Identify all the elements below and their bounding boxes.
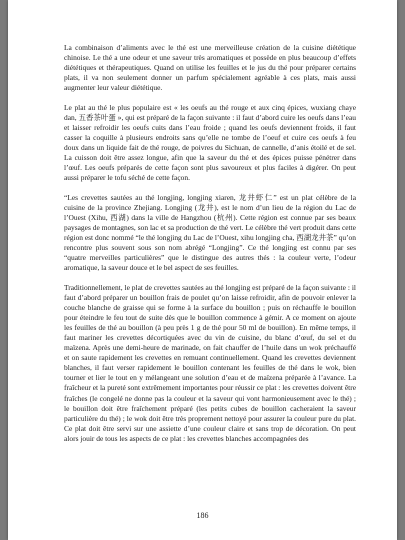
book-page — [8, 0, 397, 540]
body-text — [64, 43, 356, 454]
paragraph: “Les crevettes sautées au thé longjing, longjing xiaren, 龙井虾仁” est un plat célèbre de la cuisine de la province Zhejiang. Longjing (龙井), est le nom d’un lieu de la région du Lac de l’Ouest (Xihu, 西湖) dans la ville de Hangzhou (杭州). Cette région est connue par ses beaux paysages de montagnes, son lac et sa production de thé vert. Le célèbre thé vert produit dans cette région est donc nommé “le thé longjing du Lac de l’Ouest, xihu longjing cha, 西湖龙井茶” qu’on rencontre plus souvent sous son nom abrégé “Longjing”. Ce thé longjing est connu par ses “quatre merveilles particulières” que le distingue des autres thés : la couleur verte, l’odeur aromatique, la saveur douce et le bel aspect de ses feuilles. — [64, 193, 356, 273]
paragraph: Le plat au thé le plus populaire est « les oeufs au thé rouge et aux cinq épices, wuxiang chaye dan, 五香茶叶蛋 », qui est préparé de la façon suivante : il faut d’abord cuire les oeufs dans l’eau et laisser refroidir les oeufs cuits dans l’eau froide ; quand les oeufs deviennent froids, il faut casser la coquille à plusieurs endroits sans qu’elle ne tombe de l’oeuf et cuire ces oeufs à feu doux dans un liquide fait de thé rouge, de poivres du Sichuan, de cannelle, d’anis étoilé et de sel. La cuisson doit être assez longue, afin que la saveur du thé et des épices puisse pénétrer dans l’œuf. Les oeufs préparés de cette façon sont plus savoureux et plus faciles à digérer. On peut aussi préparer le tofu séché de cette façon. — [64, 103, 356, 183]
paragraph: La combinaison d’aliments avec le thé est une merveilleuse création de la cuisine diététique chinoise. Le thé a une odeur et une saveur très aromatiques et possède en plus beaucoup d’effets diététiques et thérapeutiques. Quand on utilise les feuilles et le jus du thé pour préparer certains plats, il va non seulement donner un parfum spécialement agréable à ces plats, mais aussi augmenter leur valeur diététique. — [64, 43, 356, 93]
paragraph: Traditionnellement, le plat de crevettes sautées au thé longjing est préparé de la façon suivante : il faut d’abord préparer un bouillon frais de poulet qu’on laisse refroidir, afin de pouvoir enlever la couche blanche de graisse qui se forme à la surface du bouillon ; puis on réchauffe le bouillon pour éteindre le feu tout de suite dès que le bouillon commence à gémir. A ce moment on ajoute les feuilles de thé au bouillon (à peu près 1 g de thé pour 50 ml de bouillon). En même temps, il faut mariner les crevettes décortiquées avec du vin de cuisine, du blanc d’œuf, du sel et du maïzena. Après une demi-heure de marinade, on fait chauffer de l’huile dans un wok préchauffé et on saute rapidement les crevettes en remuant continuellement. Quand les crevettes deviennent blanches, il faut verser rapidement le bouillon contenant les feuilles de thé dans le wok, bien tourner et lier le tout en y mélangeant une solution d’eau et de maïzena préparée à l’avance. La fraîcheur et la pureté sont extrêmement importantes pour réussir ce plat : les crevettes doivent être fraîches (le congelé ne donne pas la couleur et la saveur qui vont harmonieusement avec le thé) ; le bouillon doit être fraîchement préparé (les petits cubes de bouillon cacheraient la saveur particulière du thé) ; le wok doit être très proprement nettoyé pour assurer la couleur pure du plat. Ce plat doit être servi sur une assiette d’une couleur claire et sans trop de décoration. On peut alors jouir de tous les aspects de ce plat : les crevettes blanches accompagnées des — [64, 283, 356, 443]
page-number: 186 — [196, 511, 209, 520]
